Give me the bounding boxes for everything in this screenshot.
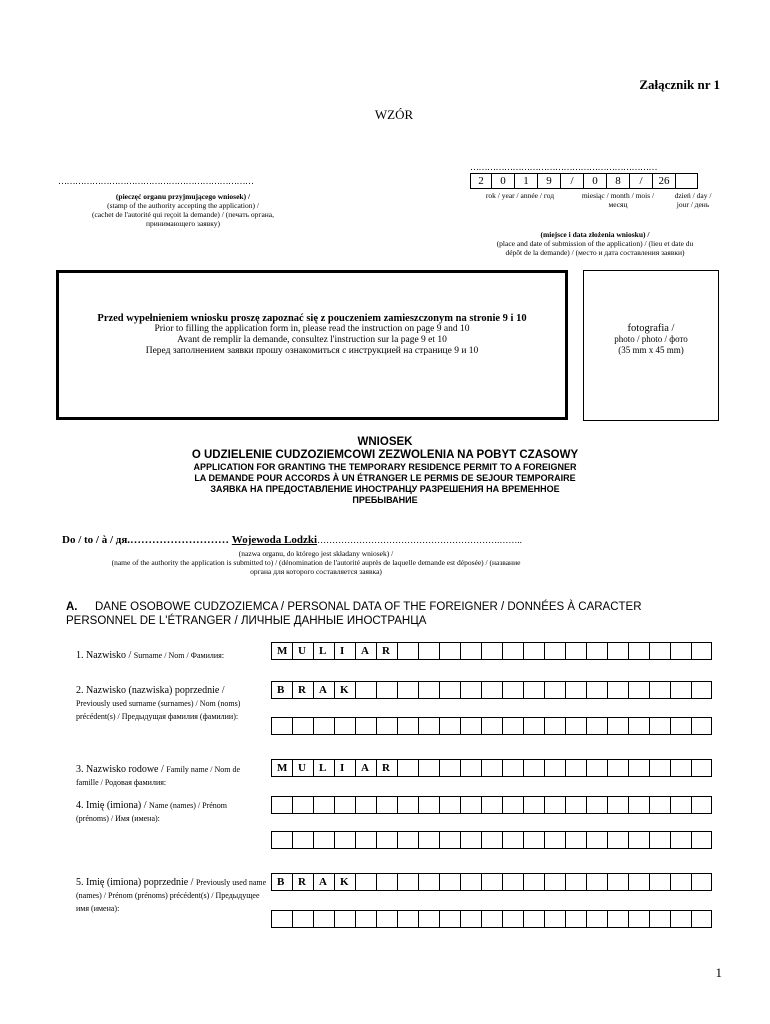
char-box[interactable] <box>544 796 565 814</box>
char-box[interactable] <box>649 831 670 849</box>
char-box[interactable] <box>628 796 649 814</box>
char-box[interactable] <box>670 642 691 660</box>
char-box[interactable] <box>523 681 544 699</box>
char-box[interactable] <box>271 910 292 928</box>
addressee-note1: (nazwa organu, do którego jest składany wniosek) / <box>238 549 394 558</box>
char-box[interactable] <box>292 910 313 928</box>
char-box[interactable]: B <box>271 681 292 699</box>
instruction-box <box>56 270 568 420</box>
char-box[interactable] <box>691 681 712 699</box>
char-box[interactable]: I <box>334 759 355 777</box>
date-month-1[interactable]: 0 <box>583 173 606 189</box>
instruction-ru: Перед заполнением заявки прошу ознакомиться с инструкцией на странице 9 и 10 <box>145 346 479 356</box>
char-box[interactable] <box>460 831 481 849</box>
field-5-boxes-extra <box>271 910 712 928</box>
field-5-boxes <box>271 873 712 891</box>
char-box[interactable] <box>670 681 691 699</box>
place-dots: ………………………………………………………… <box>470 162 657 172</box>
char-box[interactable] <box>502 717 523 735</box>
char-box[interactable] <box>397 796 418 814</box>
char-box[interactable] <box>565 717 586 735</box>
char-box[interactable] <box>376 717 397 735</box>
char-box[interactable] <box>376 873 397 891</box>
field-1-label-main: 1. Nazwisko / <box>76 650 134 661</box>
char-box[interactable] <box>586 759 607 777</box>
char-box[interactable] <box>544 873 565 891</box>
stamp-label-ru: принимающего заявку) <box>145 219 221 228</box>
char-box[interactable] <box>628 873 649 891</box>
char-box[interactable] <box>355 910 376 928</box>
char-box[interactable] <box>355 681 376 699</box>
char-box[interactable] <box>439 717 460 735</box>
photo-box[interactable] <box>583 270 719 421</box>
addressee-line <box>62 534 622 546</box>
title-l4: LA DEMANDE POUR ACCORDS À UN ÉTRANGER LE PERMIS DE SEJOUR TEMPORAIRE <box>194 473 576 483</box>
char-box[interactable] <box>502 910 523 928</box>
field-4-label <box>76 798 261 824</box>
date-year-4[interactable]: 9 <box>537 173 560 189</box>
char-box[interactable] <box>334 831 355 849</box>
char-box[interactable] <box>481 717 502 735</box>
char-box[interactable]: R <box>292 873 313 891</box>
field-1-label <box>76 645 261 663</box>
char-box[interactable]: B <box>271 873 292 891</box>
title-l3: APPLICATION FOR GRANTING THE TEMPORARY RESIDENCE PERMIT TO A FOREIGNER <box>193 462 577 472</box>
place-date-block <box>470 162 720 215</box>
char-box[interactable] <box>397 642 418 660</box>
char-box[interactable]: L <box>313 759 334 777</box>
char-box[interactable] <box>271 796 292 814</box>
page-number: 1 <box>715 965 722 980</box>
char-box[interactable] <box>544 831 565 849</box>
char-box[interactable] <box>376 831 397 849</box>
char-box[interactable] <box>439 796 460 814</box>
char-box[interactable] <box>502 642 523 660</box>
char-box[interactable] <box>565 873 586 891</box>
section-a-title1: DANE OSOBOWE CUDZOZIEMCA / PERSONAL DATA OF THE FOREIGNER / DONNÉES À CARACTER <box>95 601 642 613</box>
char-box[interactable] <box>649 910 670 928</box>
char-box[interactable] <box>523 717 544 735</box>
addressee-note3: органа для которого составляется заявка) <box>250 567 382 576</box>
char-box[interactable] <box>418 831 439 849</box>
char-box[interactable] <box>628 759 649 777</box>
char-box[interactable] <box>523 910 544 928</box>
char-box[interactable] <box>439 873 460 891</box>
char-box[interactable] <box>691 759 712 777</box>
month-label: miesiąc / month / mois / месяц <box>581 191 655 209</box>
char-box[interactable] <box>586 642 607 660</box>
wzor-label: WZÓR <box>374 107 414 122</box>
char-box[interactable] <box>334 910 355 928</box>
field-5-label <box>76 875 268 914</box>
char-box[interactable] <box>628 642 649 660</box>
char-box[interactable] <box>418 759 439 777</box>
char-box[interactable]: R <box>376 642 397 660</box>
char-box[interactable] <box>271 831 292 849</box>
char-box[interactable] <box>460 642 481 660</box>
char-box[interactable] <box>607 759 628 777</box>
date-year-3[interactable]: 1 <box>514 173 537 189</box>
char-box[interactable] <box>691 831 712 849</box>
instruction-en: Prior to filling the application form in, please read the instruction on page 9 and 10 <box>154 324 470 334</box>
field-4-label-sub: Name (names) / Prénom (prénoms) / Имя (имена): <box>76 801 228 823</box>
char-box[interactable]: U <box>292 759 313 777</box>
char-box[interactable] <box>691 717 712 735</box>
char-box[interactable] <box>376 910 397 928</box>
char-box[interactable] <box>376 796 397 814</box>
char-box[interactable] <box>565 681 586 699</box>
char-box[interactable] <box>481 681 502 699</box>
field-1-boxes <box>271 642 712 660</box>
char-box[interactable] <box>481 759 502 777</box>
field-5-label-main: 5. Imię (imiona) poprzednie / <box>76 877 196 888</box>
char-box[interactable] <box>586 681 607 699</box>
char-box[interactable] <box>313 831 334 849</box>
annex-label: Załącznik nr 1 <box>639 77 720 92</box>
char-box[interactable] <box>439 831 460 849</box>
authority-stamp <box>58 176 308 228</box>
char-box[interactable] <box>397 873 418 891</box>
char-box[interactable]: A <box>355 642 376 660</box>
char-box[interactable] <box>460 681 481 699</box>
field-4-boxes-extra <box>271 831 712 849</box>
char-box[interactable] <box>649 642 670 660</box>
char-box[interactable]: A <box>313 873 334 891</box>
char-box[interactable]: R <box>376 759 397 777</box>
place-date-labels <box>470 230 720 257</box>
char-box[interactable] <box>607 717 628 735</box>
char-box[interactable] <box>586 910 607 928</box>
date-sep-1: / <box>560 173 583 189</box>
addressee-note2: (name of the authority the application is submitted to) / (dénomination de l'autorité auprès de laquelle demande est déposée) / (название <box>111 558 521 567</box>
char-box[interactable] <box>439 910 460 928</box>
char-box[interactable] <box>628 910 649 928</box>
char-box[interactable] <box>565 831 586 849</box>
date-sep-2: / <box>629 173 652 189</box>
field-2-boxes-extra <box>271 717 712 735</box>
date-cells <box>470 173 720 189</box>
char-box[interactable] <box>460 796 481 814</box>
char-box[interactable] <box>523 831 544 849</box>
char-box[interactable] <box>439 759 460 777</box>
char-box[interactable]: K <box>334 681 355 699</box>
char-box[interactable] <box>502 873 523 891</box>
char-box[interactable] <box>502 681 523 699</box>
char-box[interactable] <box>313 910 334 928</box>
day-label: dzień / day / jour / день <box>674 191 712 209</box>
date-day[interactable]: 26 <box>652 173 675 189</box>
photo-line3: (35 mm x 45 mm) <box>618 345 684 355</box>
char-box[interactable] <box>628 831 649 849</box>
place-label-en: (place and date of submission of the application) / (lieu et date du <box>496 239 694 248</box>
field-4-boxes <box>271 796 712 814</box>
char-box[interactable]: U <box>292 642 313 660</box>
field-2-label-sub: Previously used surname (surnames) / Nom (noms) précédent(s) / Предыдущая фамилия (фамилии): <box>76 699 241 721</box>
char-box[interactable] <box>481 796 502 814</box>
char-box[interactable] <box>418 910 439 928</box>
char-box[interactable] <box>334 796 355 814</box>
char-box[interactable] <box>460 910 481 928</box>
title-l1: WNIOSEK <box>357 436 413 448</box>
char-box[interactable] <box>670 831 691 849</box>
char-box[interactable] <box>502 796 523 814</box>
char-box[interactable] <box>607 642 628 660</box>
char-box[interactable] <box>439 642 460 660</box>
char-box[interactable] <box>691 910 712 928</box>
field-2-boxes <box>271 681 712 699</box>
char-box[interactable] <box>544 717 565 735</box>
char-box[interactable] <box>691 873 712 891</box>
stamp-label-en: (stamp of the authority accepting the application) / <box>107 201 259 210</box>
char-box[interactable] <box>649 759 670 777</box>
char-box[interactable] <box>691 642 712 660</box>
char-box[interactable] <box>523 873 544 891</box>
char-box[interactable] <box>292 717 313 735</box>
char-box[interactable] <box>607 796 628 814</box>
char-box[interactable] <box>607 681 628 699</box>
photo-line1: fotografia / <box>627 323 675 334</box>
field-4-label-main: 4. Imię (imiona) / <box>76 800 150 811</box>
char-box[interactable] <box>607 873 628 891</box>
addressee-notes <box>36 549 596 576</box>
char-box[interactable] <box>628 681 649 699</box>
char-box[interactable] <box>355 717 376 735</box>
char-box[interactable] <box>691 796 712 814</box>
char-box[interactable] <box>523 642 544 660</box>
char-box[interactable] <box>649 796 670 814</box>
char-box[interactable] <box>355 873 376 891</box>
char-box[interactable] <box>418 796 439 814</box>
char-box[interactable] <box>460 717 481 735</box>
char-box[interactable] <box>355 831 376 849</box>
addressee-prefix: Do / to / à / дя.……………………… <box>62 534 230 546</box>
char-box[interactable] <box>649 717 670 735</box>
char-box[interactable]: R <box>292 681 313 699</box>
stamp-label-fr: (cachet de l'autorité qui reçoit la demande) / (печать органа, <box>91 210 275 219</box>
char-box[interactable] <box>544 681 565 699</box>
field-2-label <box>76 683 261 722</box>
section-a-heading <box>66 600 642 628</box>
char-box[interactable] <box>565 910 586 928</box>
field-2-label-main: 2. Nazwisko (nazwiska) poprzednie / <box>76 685 225 696</box>
char-box[interactable] <box>418 717 439 735</box>
char-box[interactable] <box>397 759 418 777</box>
char-box[interactable] <box>397 681 418 699</box>
char-box[interactable] <box>418 642 439 660</box>
section-a-title2: PERSONNEL DE L'ÉTRANGER / ЛИЧНЫЕ ДАННЫЕ ИНОСТРАНЦА <box>66 615 427 627</box>
char-box[interactable] <box>376 681 397 699</box>
instruction-fr: Avant de remplir la demande, consultez l'instruction sur la page 9 et 10 <box>177 335 447 345</box>
stamp-label-pl: (pieczęć organu przyjmującego wniosek) / <box>115 192 251 201</box>
char-box[interactable] <box>670 910 691 928</box>
char-box[interactable]: A <box>355 759 376 777</box>
char-box[interactable] <box>292 831 313 849</box>
photo-line2: photo / photo / фото <box>614 334 688 344</box>
char-box[interactable] <box>397 717 418 735</box>
place-label-fr: dépôt de la demande) / (место и дата составления заявки) <box>505 248 685 257</box>
field-3-label <box>76 762 261 788</box>
form-title <box>0 436 770 506</box>
char-box[interactable] <box>565 642 586 660</box>
date-empty[interactable] <box>675 173 698 189</box>
char-box[interactable] <box>565 796 586 814</box>
char-box[interactable] <box>481 642 502 660</box>
char-box[interactable] <box>544 759 565 777</box>
char-box[interactable] <box>271 717 292 735</box>
char-box[interactable] <box>397 831 418 849</box>
char-box[interactable] <box>670 796 691 814</box>
year-label: rok / year / année / год <box>485 191 555 200</box>
field-3-boxes <box>271 759 712 777</box>
section-a-letter: A. <box>66 601 78 613</box>
char-box[interactable] <box>628 717 649 735</box>
char-box[interactable] <box>649 681 670 699</box>
char-box[interactable] <box>502 831 523 849</box>
char-box[interactable] <box>586 873 607 891</box>
char-box[interactable] <box>439 681 460 699</box>
field-3-label-sub: Family name / Nom de famille / Родовая фамилия: <box>76 765 241 787</box>
char-box[interactable] <box>460 873 481 891</box>
char-box[interactable] <box>586 717 607 735</box>
char-box[interactable] <box>544 642 565 660</box>
char-box[interactable] <box>313 796 334 814</box>
instruction-pl: Przed wypełnieniem wniosku proszę zapoznać się z pouczeniem zamieszczonym na stronie 9 i 10 <box>97 313 527 324</box>
char-box[interactable] <box>355 796 376 814</box>
char-box[interactable]: M <box>271 759 292 777</box>
char-box[interactable] <box>523 759 544 777</box>
char-box[interactable] <box>460 759 481 777</box>
char-box[interactable] <box>418 681 439 699</box>
addressee-dots: …………………………………………………….…….. <box>317 535 522 545</box>
char-box[interactable] <box>586 796 607 814</box>
char-box[interactable] <box>418 873 439 891</box>
field-3-label-main: 3. Nazwisko rodowe / <box>76 764 167 775</box>
char-box[interactable]: L <box>313 642 334 660</box>
char-box[interactable]: K <box>334 873 355 891</box>
char-box[interactable] <box>670 873 691 891</box>
char-box[interactable] <box>481 873 502 891</box>
char-box[interactable]: A <box>313 681 334 699</box>
char-box[interactable] <box>292 796 313 814</box>
title-l5: ЗАЯВКА НА ПРЕДОСТАВЛЕНИЕ ИНОСТРАНЦУ РАЗРЕШЕНИЯ НА ВРЕМЕННОЕ <box>210 484 560 494</box>
field-5-label-sub: Previously used name (names) / Prénom (prénoms) précédent(s) / Предыдущее имя (имена): <box>76 878 267 913</box>
char-box[interactable] <box>607 910 628 928</box>
date-year-1[interactable]: 2 <box>470 173 491 189</box>
char-box[interactable]: M <box>271 642 292 660</box>
field-1-label-sub: Surname / Nom / Фамилия: <box>133 651 225 660</box>
char-box[interactable] <box>481 831 502 849</box>
char-box[interactable] <box>586 831 607 849</box>
char-box[interactable] <box>502 759 523 777</box>
char-box[interactable] <box>565 759 586 777</box>
date-month-2[interactable]: 8 <box>606 173 629 189</box>
title-l6: ПРЕБЫВАНИЕ <box>352 495 418 505</box>
char-box[interactable] <box>397 910 418 928</box>
char-box[interactable] <box>313 717 334 735</box>
place-label-pl: (miejsce i data złożenia wniosku) / <box>540 230 650 239</box>
char-box[interactable] <box>334 717 355 735</box>
char-box[interactable]: I <box>334 642 355 660</box>
title-l2: O UDZIELENIE CUDZOZIEMCOWI ZEZWOLENIA NA POBYT CZASOWY <box>191 449 579 461</box>
char-box[interactable] <box>544 910 565 928</box>
char-box[interactable] <box>523 796 544 814</box>
char-box[interactable] <box>481 910 502 928</box>
date-year-2[interactable]: 0 <box>491 173 514 189</box>
char-box[interactable] <box>649 873 670 891</box>
char-box[interactable] <box>607 831 628 849</box>
char-box[interactable] <box>670 759 691 777</box>
stamp-dots: …………………………………………………………… <box>58 176 254 186</box>
char-box[interactable] <box>670 717 691 735</box>
addressee-value[interactable]: Wojewoda Lodzki <box>231 534 318 546</box>
